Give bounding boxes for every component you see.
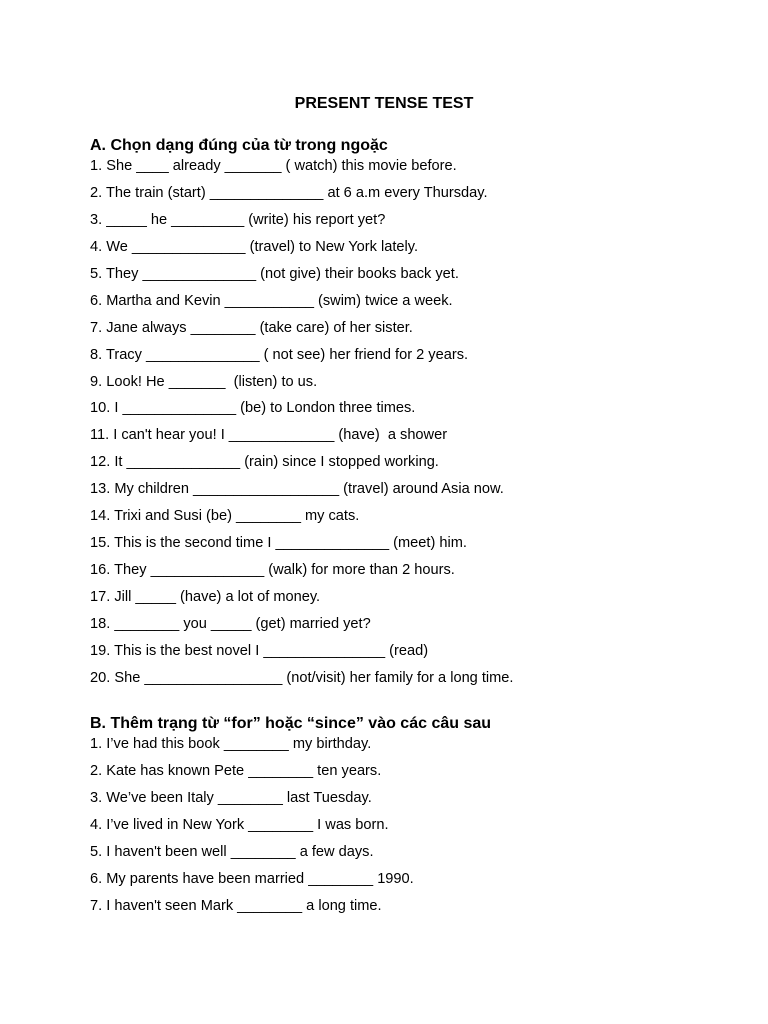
- section-a-heading: A. Chọn dạng đúng của từ trong ngoặc: [90, 137, 388, 154]
- exercise-item: 7. I haven't seen Mark ________ a long time.: [90, 897, 382, 914]
- exercise-item: 13. My children __________________ (travel) around Asia now.: [90, 481, 504, 498]
- exercise-item: 3. We’ve been Italy ________ last Tuesday.: [90, 789, 372, 806]
- exercise-item: 11. I can't hear you! I _____________ (have) a shower: [90, 427, 448, 444]
- section-a: [90, 136, 730, 692]
- exercise-item: 5. They ______________ (not give) their books back yet.: [90, 265, 459, 282]
- exercise-item: 17. Jill _____ (have) a lot of money.: [90, 589, 321, 605]
- exercise-item: 3. _____ he _________ (write) his report yet?: [90, 211, 386, 228]
- page-title: PRESENT TENSE TEST: [294, 95, 474, 112]
- exercise-item: 6. My parents have been married ________ 1990.: [90, 870, 414, 887]
- exercise-item: 20. She _________________ (not/visit) her family for a long time.: [90, 669, 514, 686]
- section-b-exercise-list: [90, 731, 730, 920]
- section-b: [90, 714, 730, 920]
- exercise-item: 9. Look! He _______ (listen) to us.: [90, 373, 318, 390]
- section-a-exercise-list: [90, 153, 730, 692]
- exercise-item: 10. I ______________ (be) to London three times.: [90, 400, 416, 417]
- exercise-item: 16. They ______________ (walk) for more than 2 hours.: [90, 562, 455, 579]
- exercise-item: 14. Trixi and Susi (be) ________ my cats.: [90, 508, 360, 525]
- exercise-item: 1. I’ve had this book ________ my birthday.: [90, 736, 372, 752]
- exercise-item: 12. It ______________ (rain) since I stopped working.: [90, 454, 439, 471]
- exercise-item: 5. I haven't been well ________ a few days.: [90, 843, 374, 860]
- exercise-item: 15. This is the second time I ______________ (meet) him.: [90, 535, 467, 552]
- exercise-item: 7. Jane always ________ (take care) of her sister.: [90, 319, 413, 336]
- section-b-heading: B. Thêm trạng từ “for” hoặc “since” vào các câu sau: [90, 715, 492, 732]
- exercise-item: 2. Kate has known Pete ________ ten years.: [90, 762, 382, 779]
- exercise-item: 6. Martha and Kevin ___________ (swim) twice a week.: [90, 292, 453, 309]
- exercise-item: 4. We ______________ (travel) to New York lately.: [90, 238, 419, 255]
- exercise-item: 4. I’ve lived in New York ________ I was born.: [90, 816, 389, 833]
- exercise-item: 18. ________ you _____ (get) married yet?: [90, 615, 371, 632]
- exercise-item: 1. She ____ already _______ ( watch) this movie before.: [90, 158, 457, 174]
- exercise-item: 8. Tracy ______________ ( not see) her friend for 2 years.: [90, 346, 469, 363]
- exercise-item: 19. This is the best novel I _______________ (read): [90, 642, 429, 659]
- exercise-item: 2. The train (start) ______________ at 6 a.m every Thursday.: [90, 184, 488, 201]
